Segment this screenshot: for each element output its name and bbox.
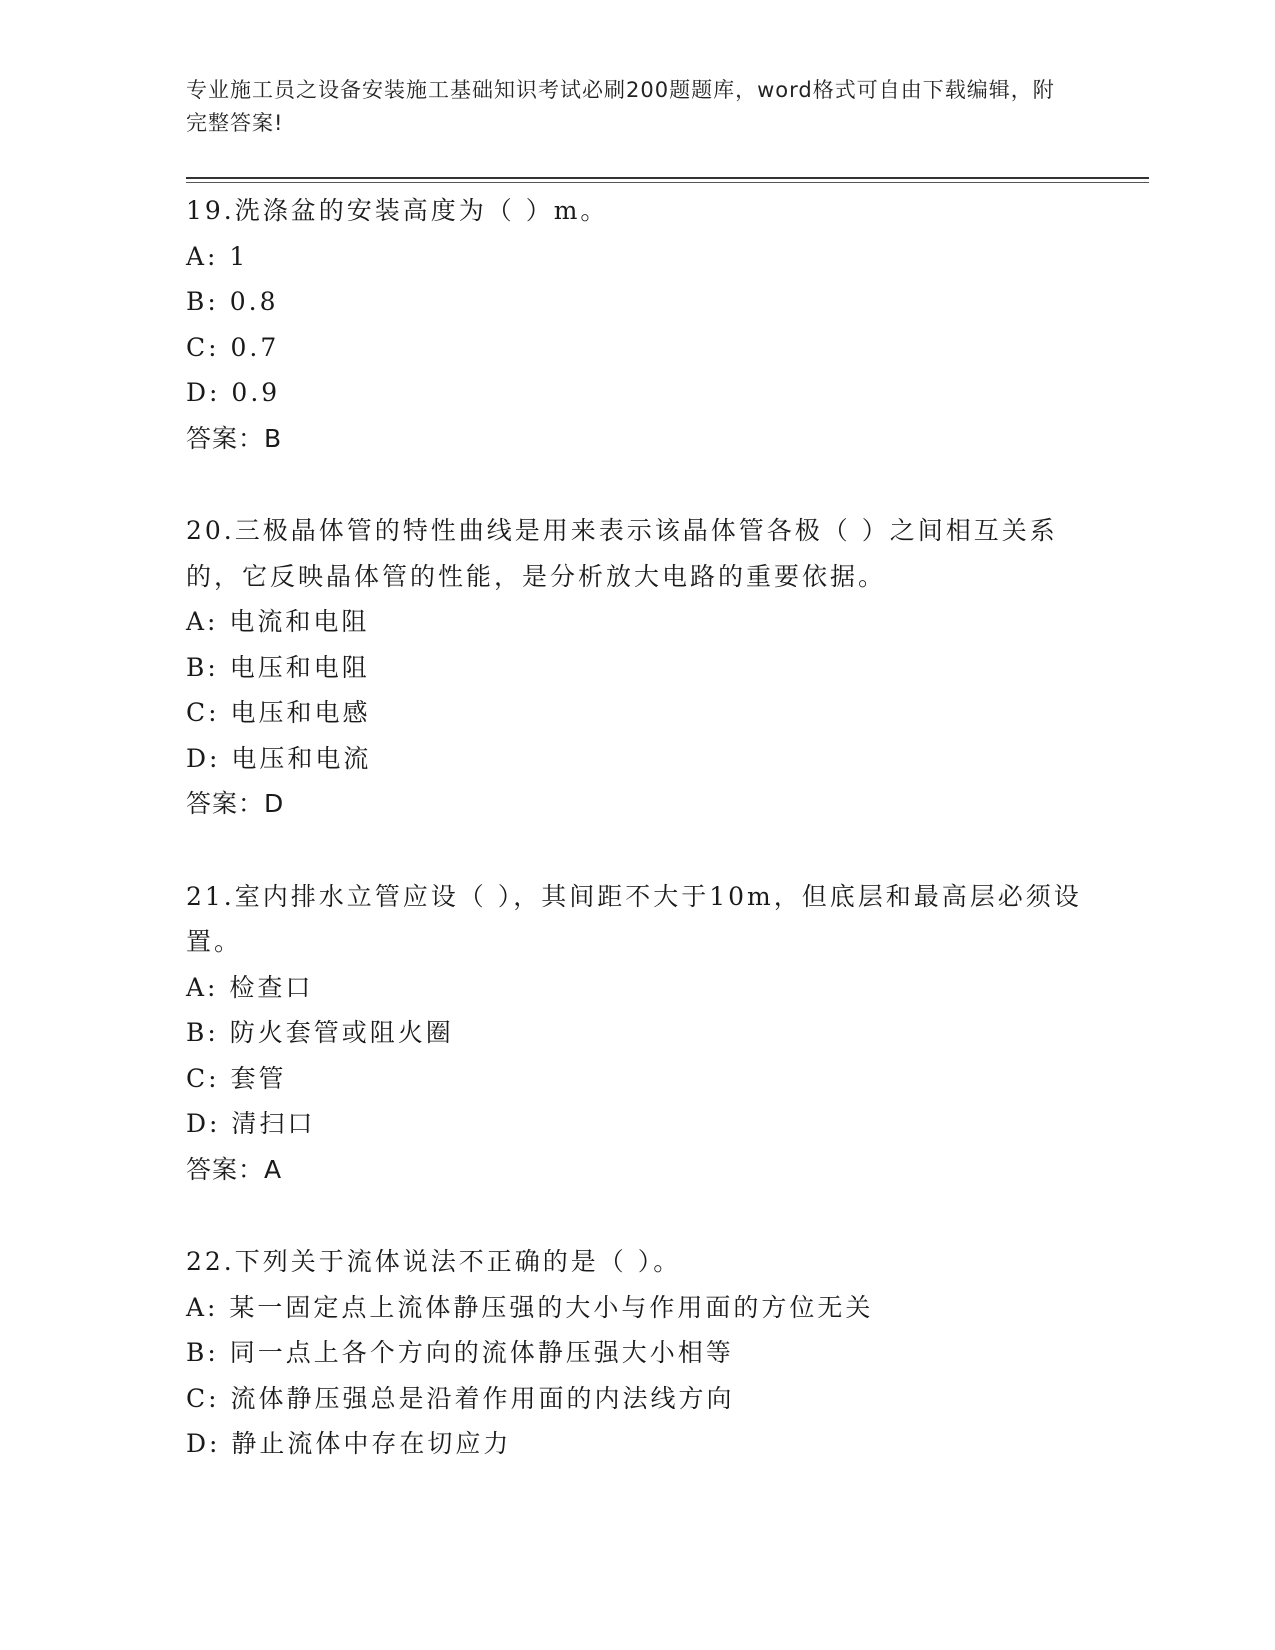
option-c: C: 电压和电感 xyxy=(186,698,371,727)
option-a: A: 1 xyxy=(186,241,249,271)
option-b: B: 防火套管或阻火圈 xyxy=(186,1018,454,1047)
question-22 xyxy=(186,1239,1086,1467)
option-b: B: 同一点上各个方向的流体静压强大小相等 xyxy=(186,1338,734,1367)
option-d: D: 0.9 xyxy=(186,378,281,407)
question-stem: 21.室内排水立管应设（ ），其间距不大于10m，但底层和最高层必须设置。 xyxy=(186,881,1082,956)
option-a: A: 电流和电阻 xyxy=(186,607,370,636)
option-a: A: 某一固定点上流体静压强的大小与作用面的方位无关 xyxy=(186,1292,874,1322)
answer-line: 答案：B xyxy=(186,423,283,453)
answer-line: 答案：A xyxy=(186,1154,283,1184)
question-list xyxy=(186,188,1086,1514)
option-d: D: 静止流体中存在切应力 xyxy=(186,1429,512,1458)
option-b: B: 电压和电阻 xyxy=(186,652,370,682)
question-stem: 20.三极晶体管的特性曲线是用来表示该晶体管各极（ ）之间相互关系的，它反映晶体管的性能，是分析放大电路的重要依据。 xyxy=(186,516,1058,591)
answer-line: 答案：D xyxy=(186,789,285,818)
header-divider xyxy=(186,177,1149,179)
option-d: D: 清扫口 xyxy=(186,1109,316,1138)
question-19 xyxy=(186,188,1086,461)
option-b: B: 0.8 xyxy=(186,287,279,316)
option-c: C: 0.7 xyxy=(186,332,280,362)
question-stem: 19.洗涤盆的安装高度为（ ）m。 xyxy=(186,196,609,225)
option-d: D: 电压和电流 xyxy=(186,743,372,773)
question-20 xyxy=(186,508,1086,827)
option-c: C: 套管 xyxy=(186,1063,287,1093)
header-divider-thin xyxy=(186,182,1149,183)
question-stem: 22.下列关于流体说法不正确的是（ ）。 xyxy=(186,1247,682,1276)
option-a: A: 检查口 xyxy=(186,972,314,1002)
question-21 xyxy=(186,874,1086,1193)
option-c: C: 流体静压强总是沿着作用面的内法线方向 xyxy=(186,1383,735,1413)
document-header: 专业施工员之设备安装施工基础知识考试必刷200题题库，word格式可自由下载编辑，附完整答案! xyxy=(186,78,1055,135)
